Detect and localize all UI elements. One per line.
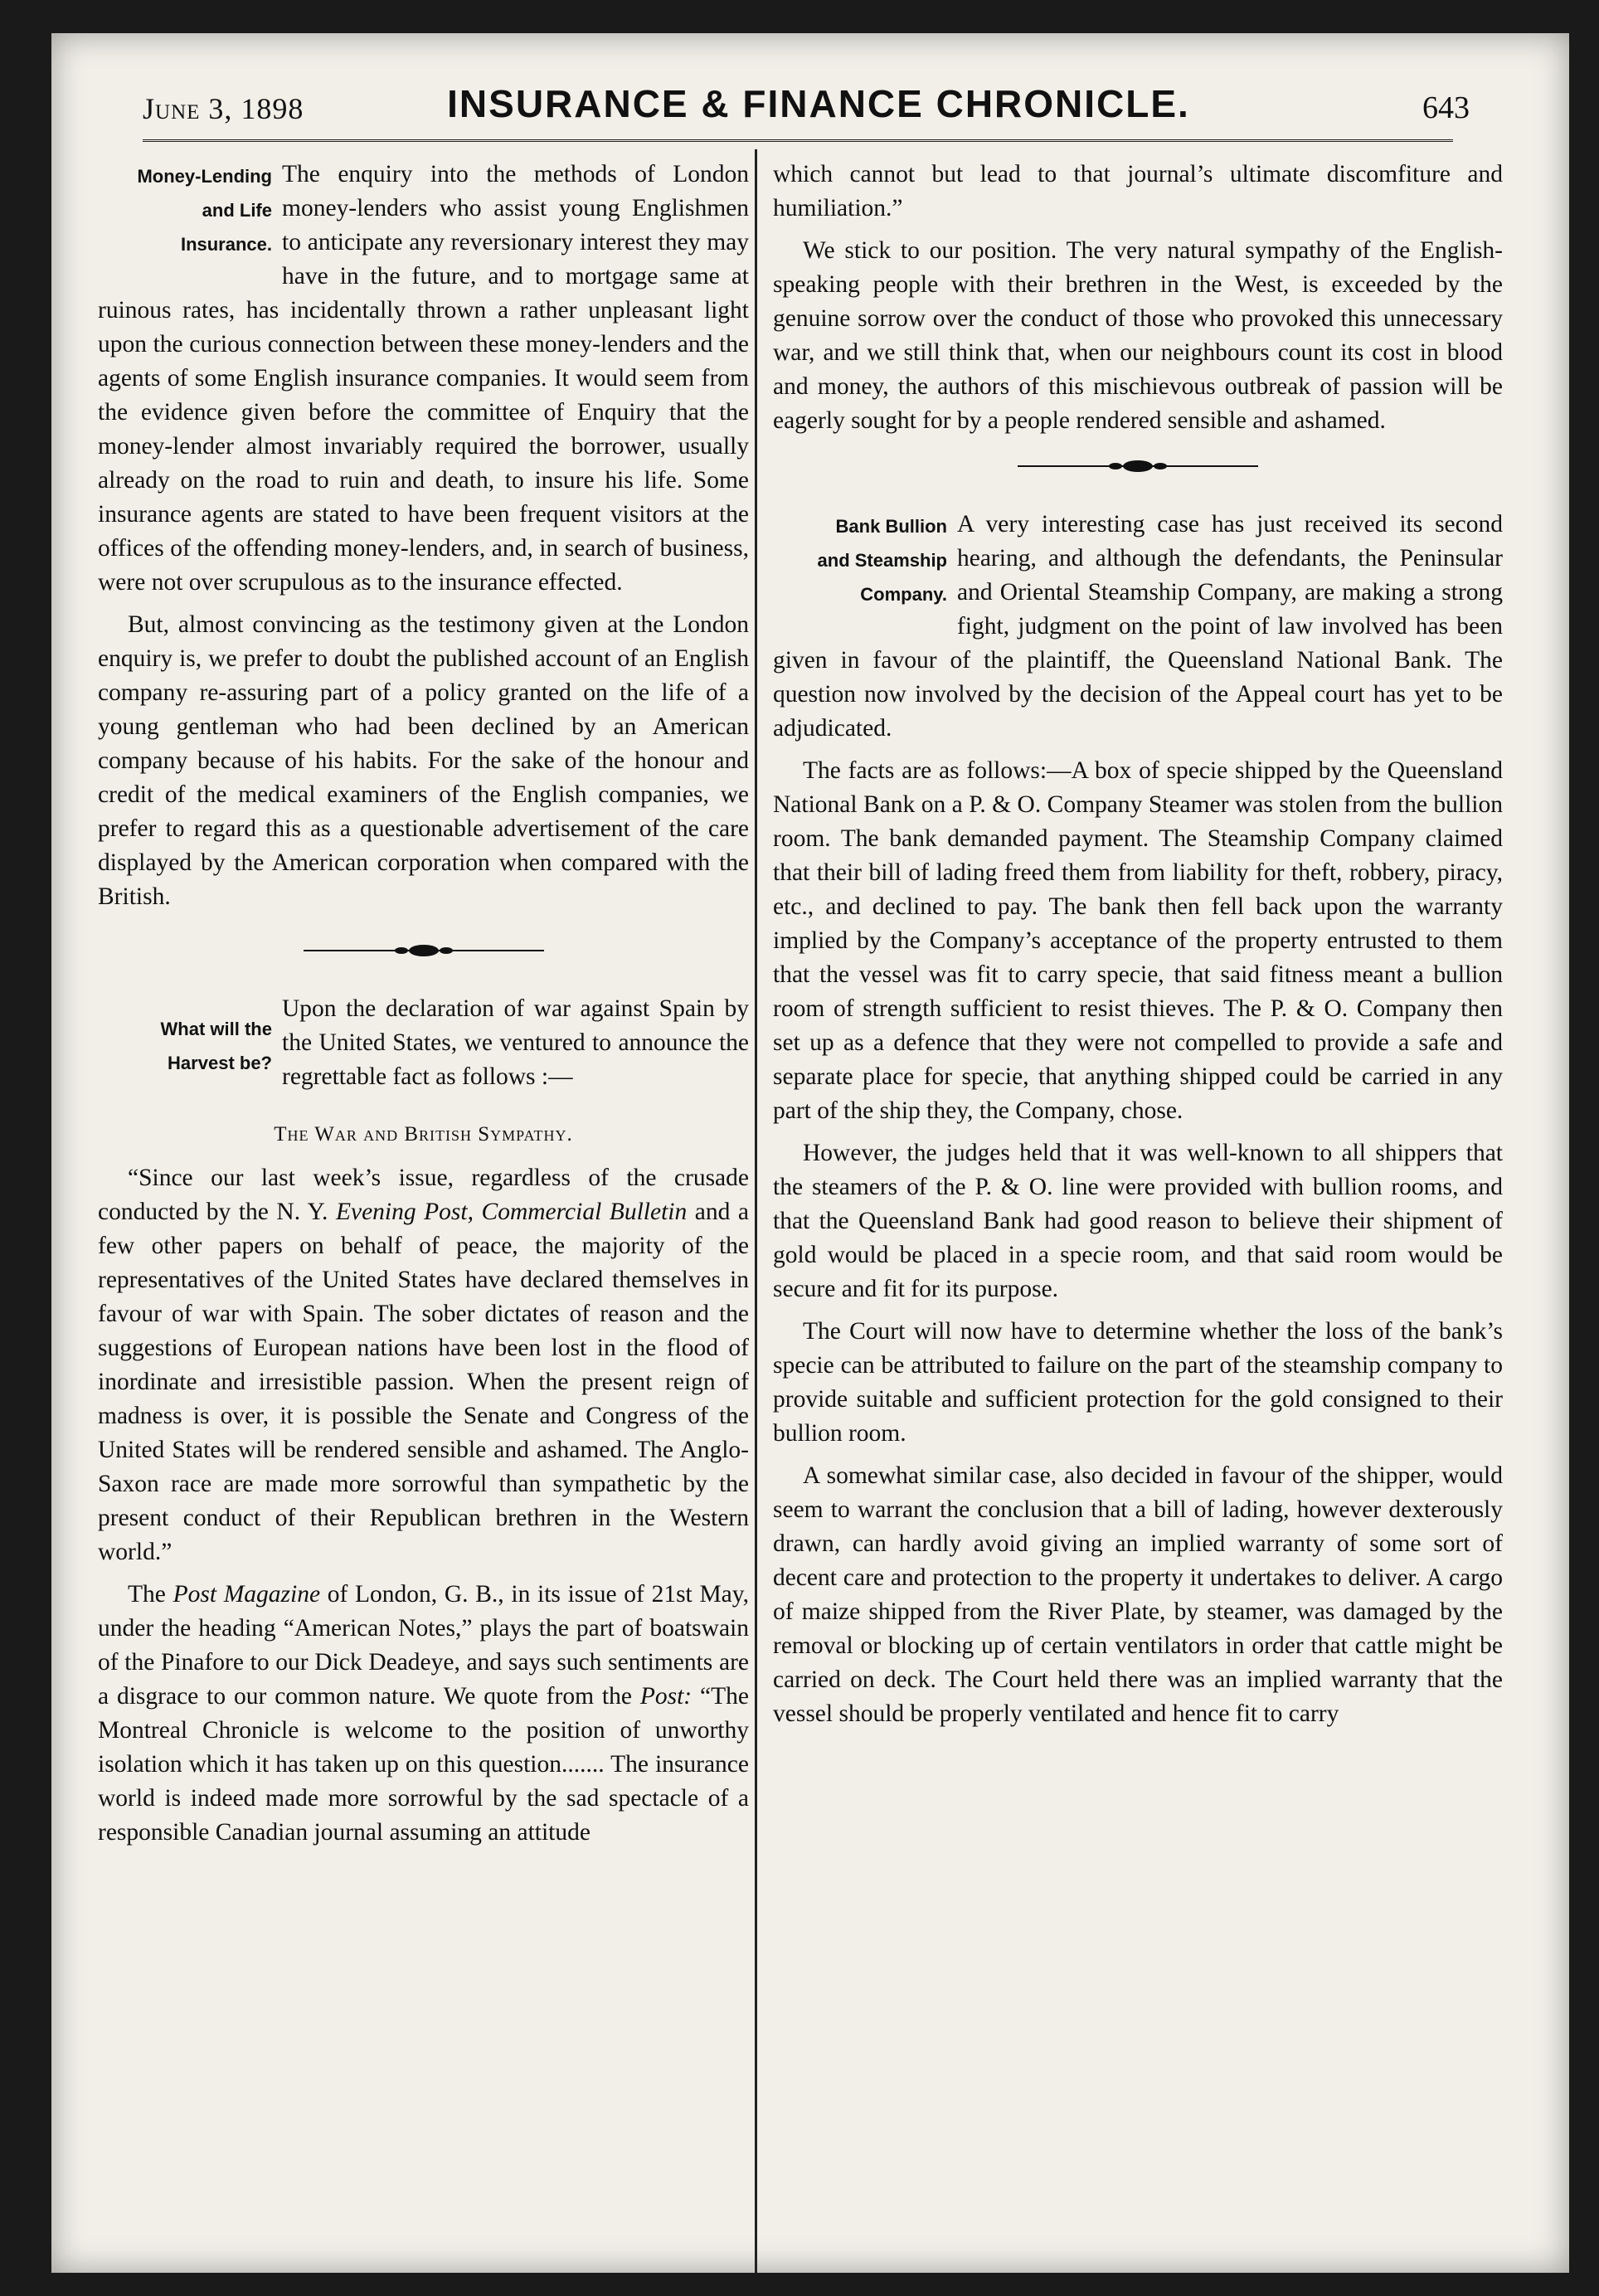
bullion-paragraph-5: A somewhat similar case, also decided in favour of the shipper, would seem to warrant the conclusion that a bill of lading, however dexterously drawn, can hardly avoid giving an implied warranty of some sort of decent care and protection to the property it undertakes to deliver. A cargo of maize shipped from the River Plate, by steamer, was damaged by the removal or blocking up of certain ventilators in order that cattle might be carried on deck. The Court held there was an implied warranty that the vessel should be properly ventilated and hence fit to carry [773,1462,1503,1727]
position-paragraph: We stick to our position. The very natural sympathy of the English-speaking people with their brethren in the West, is exceeded by the genuine sorrow over the conduct of those who provoked this unnecessary war, and we still think that, when our neighbours count its cost in blood and money, the authors of this mischievous outbreak of passion will be eagerly sought for by a people rendered sensible and ashamed. [773,237,1503,434]
post-magazine-paragraph: The Post Magazine of London, G. B., in its issue of 21st May, under the heading “American Notes,” plays the part of boatswain of the Pinafore to our Dick Deadeye, and says such sentiments are a disgrace to our common nature. We quote from the Post: “The Montreal Chronicle is welcome to the position of unworthy isolation which it has taken up on this question....... The insurance world is indeed made more sorrowful by the sad spectacle of a responsible Canadian journal assuming an attitude [98,1581,749,1846]
page-header [101,81,1536,139]
left-column [98,158,749,1858]
section-ornament [304,941,544,961]
bullion-paragraph-3: However, the judges held that it was well-known to all shippers that the steamers of the P. & O. line were provided with bullion rooms, and that the Queensland Bank had good reason to believe their shipment of gold would be placed in a specie room, and that said room would be secure and fit for its purpose. [773,1140,1503,1302]
page-number: 643 [1422,90,1470,125]
column-divider [755,149,757,2273]
continuation-text: which cannot but lead to that journal’s ultimate discomfiture and humiliation.” [773,161,1503,221]
harvest-intro: Upon the declaration of war against Spain by the United States, we ventured to announce the regrettable fact as follows :— [282,995,749,1090]
quoted-subheading: The War and British Sympathy. [274,1123,573,1146]
sidehead-bank-bullion: Bank Bullion and Steamship Company. [817,516,947,605]
publication-title: INSURANCE & FINANCE CHRONICLE. [447,82,1190,125]
issue-date: June 3, 1898 [143,92,304,125]
bullion-paragraph-2: The facts are as follows:—A box of specie shipped by the Queensland National Bank on a P. & O. Company Steamer was stolen from the bullion room. The bank demanded payment. The Steamship Company claimed that their bill of lading freed them from liability for theft, robbery, piracy, etc., and declined to pay. The bank then fell back upon the warranty implied by the Company’s acceptance of the property entrusted to them that the vessel was fit to carry specie, that said fitness meant a bullion room of strength sufficient to resist thieves. The P. & O. Company then set up as a defence that they were not compelled to provide a safe and separate place for specie, that anything shipped could be carried in any part of the ship they, the Company, chose. [773,757,1503,1124]
right-column [773,158,1503,1739]
sidehead-harvest: What will the Harvest be? [160,1019,272,1073]
bullion-paragraph-4: The Court will now have to determine whether the loss of the bank’s specie can be attributed to failure on the part of the steamship company to provide suitable and sufficient protection for the gold consigned to their bullion room. [773,1318,1503,1447]
section-ornament [1018,456,1258,476]
sidehead-money-lending: Money-Lending and Life Insurance. [137,166,272,255]
bullion-paragraph-1: A very interesting case has just received its second hearing, and although the defendants, the Peninsular and Oriental Steamship Company, are making a strong fight, judgment on the point of law involved has been given in favour of the plaintiff, the Queensland National Bank. The question now involved by the decision of the Appeal court has yet to be adjudicated. [773,511,1503,742]
money-lending-paragraph-2: But, almost convincing as the testimony given at the London enquiry is, we prefer to doubt the published account of an English company re-assuring part of a policy granted on the life of a young gentleman who had been declined by an American company because of his habits. For the sake of the honour and credit of the medical examiners of the English companies, we prefer to regard this as a questionable advertisement of the care displayed by the American corporation when compared with the British. [98,611,749,910]
newspaper-page [51,33,1569,2273]
header-rule [143,139,1453,145]
money-lending-paragraph-1: The enquiry into the methods of London money-lenders who assist young Englishmen to anticipate any reversionary interest they may have in the future, and to mortgage same at ruinous rates, has incidentally thrown a rather unpleasant light upon the curious connection between these money-lenders and the agents of some English insurance companies. It would seem from the evidence given before the committee of Enquiry that the money-lender almost invariably required the borrower, usually already on the road to ruin and death, to insure his life. Some insurance agents are stated to have been frequent visitors at the offices of the offending money-lenders, and, in search of business, were not over scrupulous as to the insurance effected. [98,161,749,596]
quoted-editorial: “Since our last week’s issue, regardless of the crusade conducted by the N. Y. Evening Post, Commercial Bulletin and a few other papers on behalf of peace, the majority of the representatives of the United States have declared themselves in favour of war with Spain. The sober dictates of reason and the suggestions of European nations have been lost in the flood of inordinate and irresistible passion. When the present reign of madness is over, it is possible the Senate and Congress of the United States will be rendered sensible and ashamed. The Anglo-Saxon race are made more sorrowful than sympathetic by the present conduct of their Republican brethren in the Western world.” [98,1165,749,1565]
